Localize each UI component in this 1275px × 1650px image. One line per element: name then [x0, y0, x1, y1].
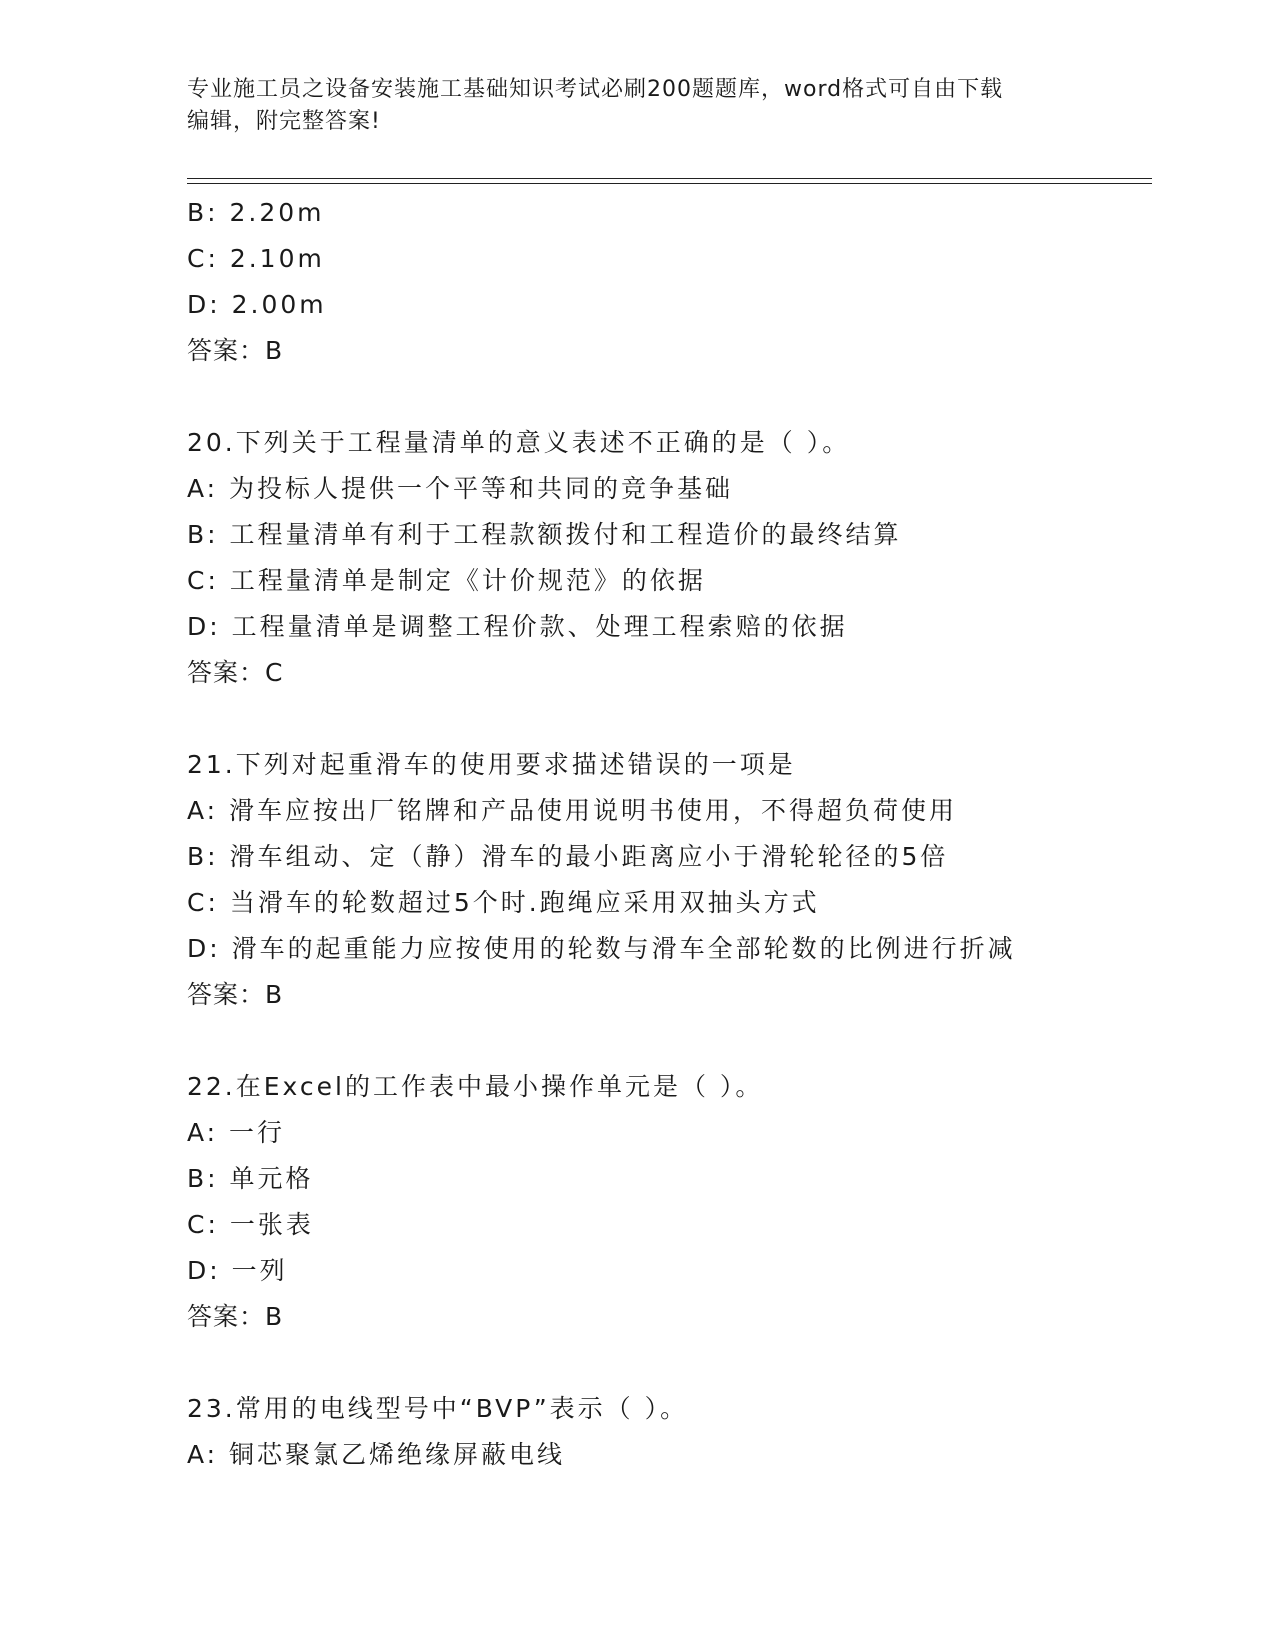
question-stem: 22.在Excel的工作表中最小操作单元是（ ）。 — [187, 1072, 764, 1101]
question-21 — [187, 742, 1187, 1018]
option-a: A: 一行 — [187, 1118, 286, 1147]
option-c: C: 当滑车的轮数超过5个时.跑绳应采用双抽头方式 — [187, 888, 820, 917]
answer-line: 答案：B — [187, 1302, 284, 1331]
question-spacer — [187, 696, 1187, 742]
question-spacer — [187, 1018, 1187, 1064]
question-22 — [187, 1064, 1187, 1340]
answer-line: 答案：B — [187, 336, 284, 365]
option-d: D: 2.00m — [187, 290, 327, 319]
question-stem: 20.下列关于工程量清单的意义表述不正确的是（ ）。 — [187, 428, 851, 457]
question-stem: 21.下列对起重滑车的使用要求描述错误的一项是 — [187, 750, 796, 779]
answer-line: 答案：C — [187, 658, 284, 687]
option-b: B: 单元格 — [187, 1164, 314, 1193]
option-d: D: 工程量清单是调整工程价款、处理工程索赔的依据 — [187, 612, 848, 641]
header-title-line-1: 专业施工员之设备安装施工基础知识考试必刷200题题库，word格式可自由下载 — [187, 77, 1004, 102]
option-c: C: 一张表 — [187, 1210, 314, 1239]
option-a: A: 为投标人提供一个平等和共同的竞争基础 — [187, 474, 734, 503]
option-a: A: 铜芯聚氯乙烯绝缘屏蔽电线 — [187, 1440, 566, 1469]
option-b: B: 2.20m — [187, 198, 325, 227]
option-b: B: 工程量清单有利于工程款额拨付和工程造价的最终结算 — [187, 520, 902, 549]
document-header — [187, 74, 1067, 138]
answer-line: 答案：B — [187, 980, 284, 1009]
header-divider-top — [187, 178, 1152, 179]
option-a: A: 滑车应按出厂铭牌和产品使用说明书使用，不得超负荷使用 — [187, 796, 958, 825]
question-spacer — [187, 374, 1187, 420]
option-b: B: 滑车组动、定（静）滑车的最小距离应小于滑轮轮径的5倍 — [187, 842, 949, 871]
question-23 — [187, 1386, 1187, 1478]
question-content — [187, 190, 1187, 1478]
option-c: C: 工程量清单是制定《计价规范》的依据 — [187, 566, 706, 595]
header-divider-bottom — [187, 183, 1152, 184]
option-d: D: 滑车的起重能力应按使用的轮数与滑车全部轮数的比例进行折减 — [187, 934, 1016, 963]
question-spacer — [187, 1340, 1187, 1386]
question-fragment — [187, 190, 1187, 374]
header-title-line-2: 编辑，附完整答案! — [187, 109, 381, 134]
question-20 — [187, 420, 1187, 696]
option-c: C: 2.10m — [187, 244, 325, 273]
question-stem: 23.常用的电线型号中“BVP”表示（ ）。 — [187, 1394, 689, 1423]
option-d: D: 一列 — [187, 1256, 288, 1285]
